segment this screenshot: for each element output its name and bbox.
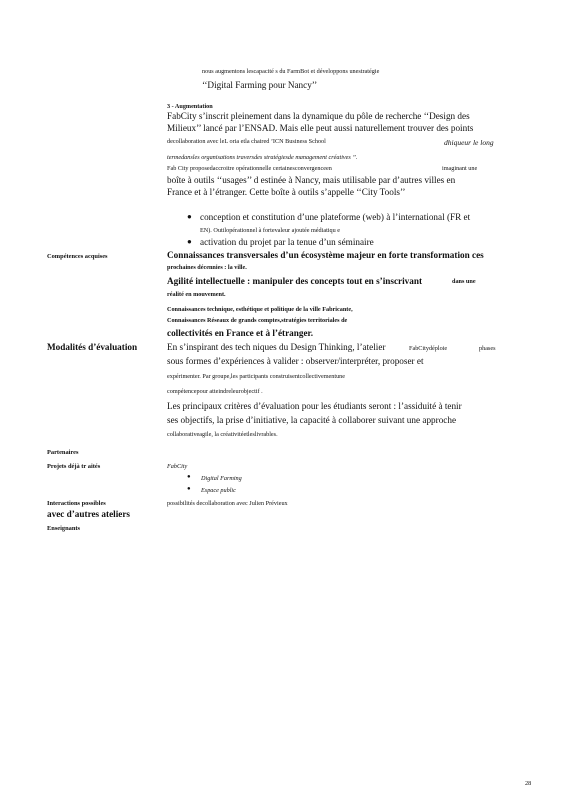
competences-line: Connaissances technique, esthétique et politique de la ville Fabricante, (167, 306, 353, 313)
paragraph-line: boîte à outils ‘‘usages’’ d estinée à Nancy, mais utilisable par d’autres villes en (167, 175, 456, 185)
modalites-line: collaborativeagile, la créativitéetleslivrables. (167, 431, 278, 438)
row-label-interactions: Interactions possibles (47, 500, 106, 507)
modalites-line: ses objectifs, la prise d’initiative, la capacité à collaborer suivant une approche (167, 415, 457, 425)
paragraph-line: FabCity s’inscrit pleinement dans la dynamique du pôle de recherche ‘‘Design des (167, 111, 470, 121)
row-label-projets: Projets déjà tr aités (47, 463, 101, 470)
competences-line: Connaissances Réseaux de grands comptes,stratégies territoriales de (167, 317, 348, 324)
row-label-modalites: Modalités d’évaluation (47, 342, 138, 352)
project-item: Digital Farming (201, 475, 242, 482)
competences-line: réalité en mouvement. (167, 291, 226, 298)
projects-title: FabCity (167, 463, 188, 470)
modalites-line: expérimenter. Par groupe,les participants construisentcollectivementune (167, 373, 346, 380)
intro-line: nous augmentons lescapacité s du FarmBot et développons unestratégie (202, 68, 380, 75)
paragraph-line: Milieux’’ lancé par l’ENSAD. Mais elle peut aussi naturellement trouver des points (167, 123, 474, 133)
row-label-interactions-2: avec d’autres ateliers (47, 509, 131, 519)
bullet-text: activation du projet par la tenue d’un séminaire (200, 237, 374, 247)
paragraph-line: dhiqueur le long (444, 138, 494, 147)
paragraph-line: decollaboration avec leL oria etla chaired ’ICN Business School (167, 138, 326, 145)
row-label-enseignants: Enseignants (47, 525, 81, 532)
paragraph-line: termedansles organisations traversdes stratégiesde management créatives ’’. (167, 154, 358, 161)
competences-line: prochaines décennies : la ville. (167, 264, 247, 271)
bullet-icon: ● (187, 474, 191, 480)
paragraph-line: France et à l’étranger. Cette boîte à outils s’appelle ‘‘City Tools’’ (167, 187, 406, 197)
modalites-line: compétencepour atteindreleurobjectif . (167, 388, 263, 395)
interactions-value: possibilités decollaboration avec Julien Prévieux (167, 500, 288, 507)
bullet-text: EN). Outilopérationnel à fortevaleur ajoutée médiatiqu e (200, 227, 341, 234)
project-item: Espace public (201, 487, 236, 494)
modalites-line: En s’inspirant des tech niques du Design Thinking, l’atelier (167, 342, 386, 352)
modalites-line: sous formes d’expériences à valider : observer/interpréter, proposer et (167, 356, 424, 366)
bullet-icon: ● (187, 486, 191, 492)
paragraph-line: imaginant une (442, 165, 478, 172)
bullet-icon: ● (187, 212, 192, 221)
bullet-text: conception et constitution d’une plateforme (web) à l’international (FR et (200, 212, 471, 222)
bullet-icon: ● (187, 237, 192, 246)
row-label-partenaires: Partenaires (47, 449, 79, 456)
row-label-competences: Compétences acquises (47, 253, 108, 260)
competences-line: dans une (452, 278, 476, 285)
modalites-line: phases (479, 345, 496, 352)
paragraph-line: Fab City proposedaccroitre opérationnelle certainesconvergenceen (167, 165, 332, 172)
section-heading: 3 - Augmentation (167, 103, 213, 110)
intro-project-title: ‘‘Digital Farming pour Nancy’’ (202, 80, 318, 90)
competences-line: Agilité intellectuelle : manipuler des concepts tout en s’inscrivant (167, 276, 423, 286)
modalites-line: Les principaux critères d’évaluation pour les étudiants seront : l’assiduité à tenir (167, 401, 462, 411)
page-number: 28 (525, 780, 532, 787)
modalites-line: FabCitydéploie (409, 345, 448, 352)
competences-line: Connaissances transversales d’un écosystème majeur en forte transformation ces (167, 250, 484, 260)
competences-line: collectivités en France et à l’étranger. (167, 328, 314, 338)
